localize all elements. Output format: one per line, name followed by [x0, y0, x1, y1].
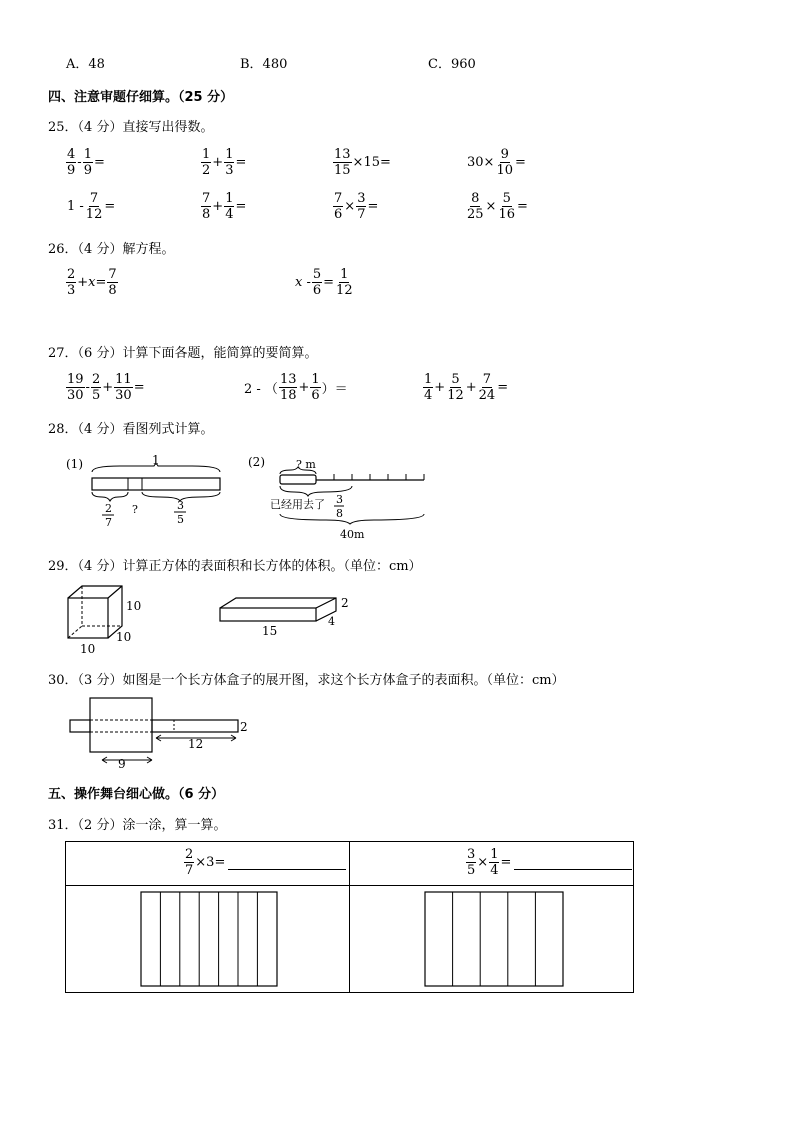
- svg-text:10: 10: [116, 630, 132, 644]
- svg-text:2: 2: [105, 502, 112, 515]
- q31-table: [65, 841, 634, 993]
- fraction: $\frac{1}{9}$: [83, 147, 92, 178]
- q27-expr-1: $\frac{19}{30}$ - $\frac{2}{5}$ + $\frac{11}{30}$ =: [67, 372, 145, 403]
- q25-expr-7: $\frac{7}{6}$ × $\frac{3}{7}$ =: [334, 191, 379, 222]
- q26-heading: 26．（4 分）解方程。: [48, 242, 175, 257]
- q28-figure-1: [60, 452, 230, 532]
- q31-right-expression: $\frac{3}{5}$ × $\frac{1}{4}$ =: [466, 848, 632, 877]
- svg-text:5: 5: [177, 513, 184, 526]
- q25-expr-3: $\frac{13}{15}$ ×15=: [334, 147, 391, 178]
- choice-c: C．960: [428, 57, 476, 72]
- q29-cuboid-figure: [216, 592, 366, 640]
- svg-text:3: 3: [336, 493, 343, 506]
- q27-expr-2: 2 - （ $\frac{13}{18}$ + $\frac{1}{6}$ ）＝: [244, 372, 348, 403]
- svg-text:12: 12: [188, 737, 204, 751]
- q25-expr-5: 1 - $\frac{7}{12}$ =: [67, 191, 116, 222]
- choice-a: A．48: [66, 57, 105, 72]
- figure-label: (2): [248, 455, 265, 469]
- svg-text:2: 2: [341, 596, 349, 610]
- q26-equation-1: $\frac{2}{3}$ +x= $\frac{7}{8}$: [67, 267, 117, 298]
- q29-heading: 29．（4 分）计算正方体的表面积和长方体的体积。（单位：cm）: [48, 559, 422, 574]
- q26-equation-2: x - $\frac{5}{6}$ = $\frac{1}{12}$: [295, 267, 353, 298]
- q30-heading: 30．（3 分）如图是一个长方体盒子的展开图，求这个长方体盒子的表面积。（单位：cm）: [48, 673, 565, 688]
- q28-heading: 28．（4 分）看图列式计算。: [48, 422, 214, 437]
- answer-blank[interactable]: [228, 855, 346, 870]
- q25-expr-4: 30× $\frac{9}{10}$ =: [467, 147, 526, 178]
- figure-label: (1): [66, 457, 83, 471]
- svg-text:2: 2: [240, 720, 248, 734]
- total-label: 1: [152, 453, 160, 467]
- q27-expr-3: $\frac{1}{4}$ + $\frac{5}{12}$ + $\frac{7}{24}$ =: [424, 372, 509, 403]
- svg-text:3: 3: [177, 499, 184, 512]
- svg-text:?: ?: [132, 503, 138, 516]
- svg-text:9: 9: [118, 757, 126, 770]
- section-5-title: 五、操作舞台细心做。（6 分）: [48, 787, 225, 802]
- q31-left-expression: $\frac{2}{7}$ ×3=: [184, 848, 346, 877]
- q25-expr-6: $\frac{7}{8}$ + $\frac{1}{4}$ =: [202, 191, 247, 222]
- unknown-length-label: ? m: [296, 458, 316, 471]
- svg-text:10: 10: [126, 599, 142, 613]
- q27-heading: 27．（6 分）计算下面各题，能简算的要简算。: [48, 346, 318, 361]
- total-length-label: 40m: [340, 528, 365, 541]
- q31-left-grid[interactable]: [140, 891, 280, 989]
- q31-heading: 31．（2 分）涂一涂，算一算。: [48, 818, 227, 833]
- svg-text:4: 4: [328, 615, 335, 628]
- q29-cube-figure: [60, 584, 150, 656]
- choice-b: B．480: [240, 57, 288, 72]
- fraction: $\frac{4}{9}$: [67, 147, 76, 178]
- svg-text:7: 7: [105, 516, 112, 529]
- q25-expr-1: $\frac{4}{9}$ - $\frac{1}{9}$ =: [67, 147, 105, 178]
- q28-figure-2: [246, 452, 446, 544]
- q25-heading: 25．（4 分）直接写出得数。: [48, 120, 214, 135]
- q30-net-figure: [64, 694, 264, 770]
- q25-expr-2: $\frac{1}{2}$ + $\frac{1}{3}$ =: [202, 147, 247, 178]
- svg-text:15: 15: [262, 624, 278, 638]
- answer-blank[interactable]: [514, 855, 632, 870]
- q25-expr-8: $\frac{8}{25}$ × $\frac{5}{16}$ =: [467, 191, 528, 222]
- section-4-title: 四、注意审题仔细算。（25 分）: [48, 90, 234, 105]
- svg-text:8: 8: [336, 507, 343, 520]
- q31-right-grid[interactable]: [424, 891, 566, 989]
- svg-text:10: 10: [80, 642, 96, 656]
- used-label: 已经用去了: [270, 498, 325, 511]
